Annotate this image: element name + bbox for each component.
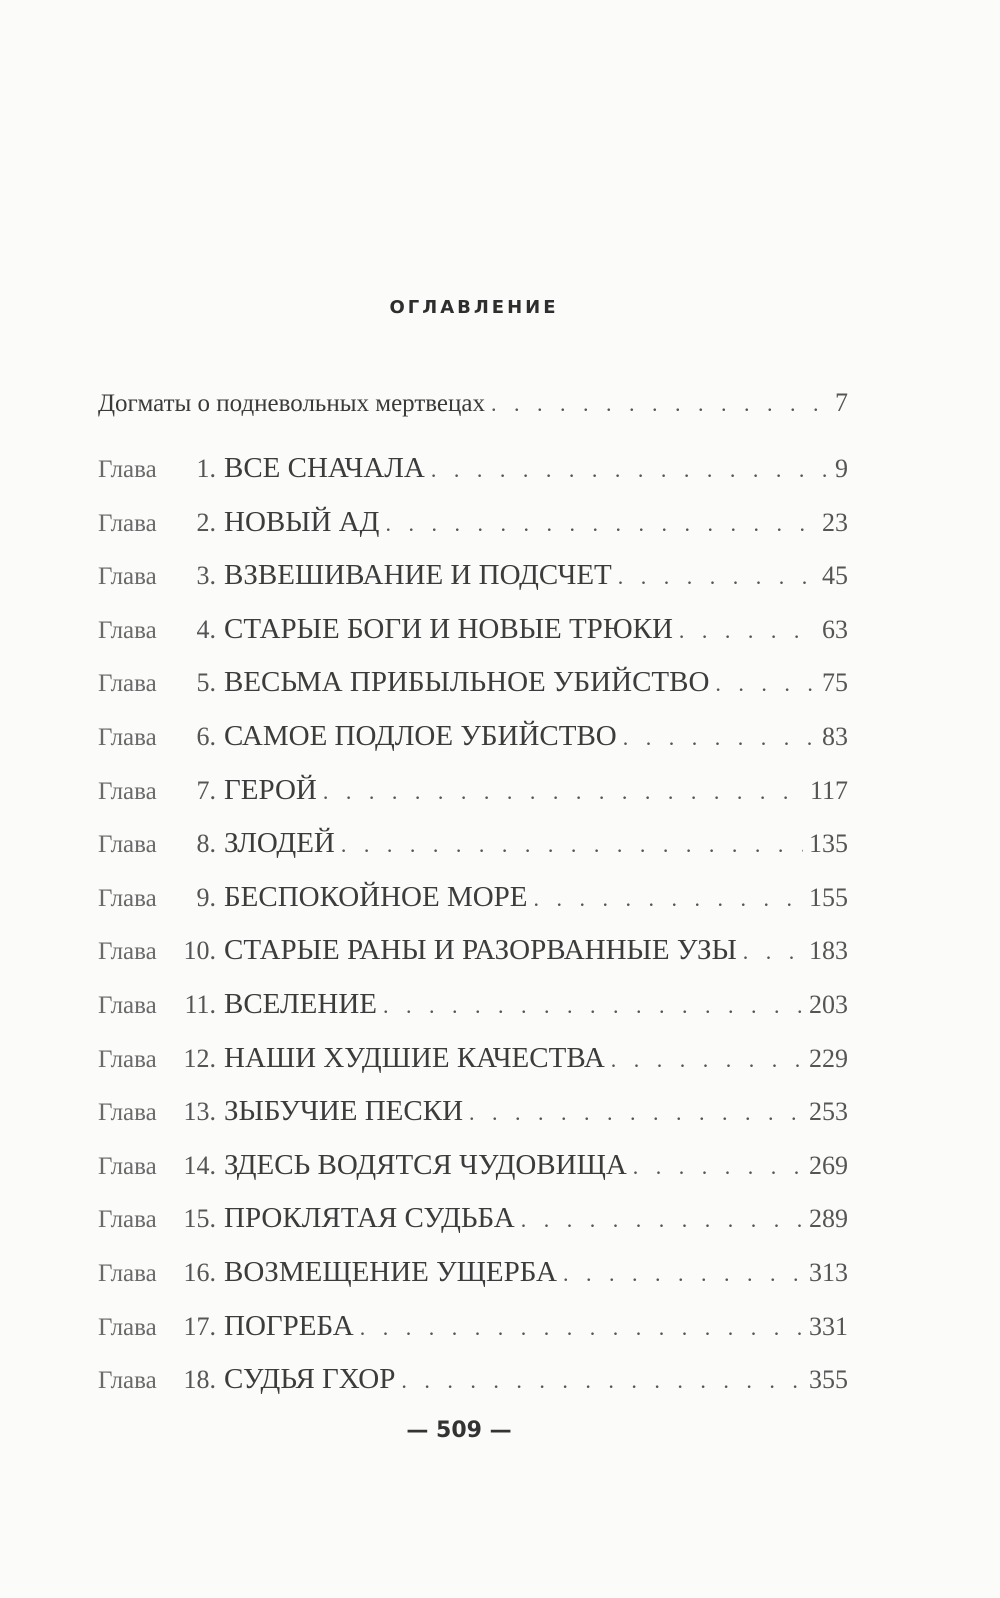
- chapter-word: Глава: [98, 991, 157, 1019]
- chapter-word: Глава: [98, 670, 157, 698]
- chapter-number: 7.: [196, 775, 216, 805]
- chapter-page: 355: [809, 1365, 848, 1395]
- table-of-contents: [98, 378, 848, 1407]
- chapter-number: 5.: [196, 668, 216, 698]
- chapter-title: ГЕРОЙ: [224, 773, 317, 806]
- chapter-page: 203: [809, 989, 848, 1019]
- chapter-title: ВОЗМЕЩЕНИЕ УЩЕРБА: [224, 1255, 557, 1288]
- chapter-page: 229: [809, 1043, 848, 1073]
- toc-entry: [98, 656, 848, 710]
- toc-entry-preface: [98, 378, 848, 442]
- chapter-number: 14.: [183, 1150, 216, 1180]
- chapter-number: 17.: [183, 1311, 216, 1341]
- leader-dots: [491, 379, 829, 429]
- chapter-title: СТАРЫЕ БОГИ И НОВЫЕ ТРЮКИ: [224, 612, 673, 645]
- chapter-label: [98, 442, 425, 497]
- chapter-label: [98, 1032, 605, 1087]
- leader-dots: [401, 1354, 803, 1408]
- chapter-word: Глава: [98, 831, 157, 859]
- chapter-page: 269: [809, 1150, 848, 1180]
- chapter-word: Глава: [98, 723, 157, 751]
- chapter-number: 12.: [183, 1043, 216, 1073]
- chapter-label: [98, 764, 317, 819]
- leader-dots: [341, 818, 803, 872]
- chapter-title: ПОГРЕБА: [224, 1309, 354, 1342]
- leader-dots: [521, 1193, 803, 1247]
- chapter-word: Глава: [98, 563, 157, 591]
- chapter-label: [98, 1353, 395, 1408]
- chapter-number: 18.: [183, 1365, 216, 1395]
- chapter-title: САМОЕ ПОДЛОЕ УБИЙСТВО: [224, 719, 617, 752]
- toc-entry: [98, 603, 848, 657]
- chapter-page: 23: [822, 507, 848, 537]
- chapter-page: 313: [809, 1257, 848, 1287]
- toc-entry: [98, 710, 848, 764]
- chapter-page: 75: [822, 668, 848, 698]
- leader-dots: [323, 765, 804, 819]
- chapter-label: [98, 656, 709, 711]
- leader-dots: [431, 443, 829, 497]
- leader-dots: [534, 872, 803, 926]
- toc-entry: [98, 496, 848, 550]
- page-title: оглавление: [389, 290, 559, 320]
- toc-entry: [98, 442, 848, 496]
- chapter-title: ВСЕЛЕНИЕ: [224, 987, 378, 1020]
- chapter-title: НАШИ ХУДШИЕ КАЧЕСТВА: [224, 1041, 605, 1074]
- chapter-word: Глава: [98, 938, 157, 966]
- chapter-title: НОВЫЙ АД: [224, 505, 380, 538]
- toc-entry: [98, 817, 848, 871]
- leader-dots: [715, 657, 816, 711]
- chapter-page: 253: [809, 1097, 848, 1127]
- chapter-number: 3.: [196, 561, 216, 591]
- chapter-label: [98, 1139, 627, 1194]
- chapter-number: 6.: [196, 721, 216, 751]
- leader-dots: [743, 925, 803, 979]
- toc-entry: [98, 1353, 848, 1407]
- chapter-page: 331: [809, 1311, 848, 1341]
- chapter-number: 1.: [196, 454, 216, 483]
- chapter-label: [98, 1085, 463, 1140]
- chapter-page: 155: [809, 882, 848, 912]
- chapter-label: [98, 710, 617, 765]
- toc-entry: [98, 1192, 848, 1246]
- chapter-label: [98, 1246, 557, 1301]
- toc-entry: [98, 924, 848, 978]
- chapter-word: Глава: [98, 1152, 157, 1180]
- chapter-word: Глава: [98, 1313, 157, 1341]
- leader-dots: [633, 1140, 803, 1194]
- toc-entry: [98, 764, 848, 818]
- preface-page: 7: [835, 388, 848, 417]
- toc-entry: [98, 1032, 848, 1086]
- leader-dots: [383, 979, 803, 1033]
- leader-dots: [360, 1301, 803, 1355]
- chapter-title: БЕСПОКОЙНОЕ МОРЕ: [224, 880, 528, 913]
- chapter-number: 15.: [183, 1204, 216, 1234]
- chapter-page: 117: [809, 775, 848, 805]
- chapter-label: [98, 549, 612, 604]
- leader-dots: [623, 711, 816, 765]
- chapter-page: 83: [822, 721, 848, 751]
- chapter-word: Глава: [98, 1206, 157, 1234]
- leader-dots: [469, 1086, 803, 1140]
- chapter-word: Глава: [98, 777, 157, 805]
- chapter-label: [98, 817, 335, 872]
- chapter-word: Глава: [98, 509, 157, 537]
- chapter-word: Глава: [98, 1259, 157, 1287]
- chapter-number: 2.: [196, 507, 216, 537]
- chapter-page: 63: [822, 614, 848, 644]
- toc-entry: [98, 871, 848, 925]
- toc-entry: [98, 1300, 848, 1354]
- chapter-number: 10.: [183, 936, 216, 966]
- chapter-label: [98, 1300, 354, 1355]
- leader-dots: [618, 550, 816, 604]
- chapter-title: ПРОКЛЯТАЯ СУДЬБА: [224, 1202, 515, 1235]
- leader-dots: [611, 1033, 803, 1087]
- chapter-number: 8.: [196, 829, 216, 859]
- chapter-title: ВСЕ СНАЧАЛА: [224, 452, 425, 484]
- chapter-word: Глава: [98, 884, 157, 912]
- chapter-number: 4.: [196, 614, 216, 644]
- chapter-title: СУДЬЯ ГХОР: [224, 1363, 396, 1396]
- leader-dots: [385, 497, 816, 551]
- chapter-label: [98, 496, 379, 551]
- chapter-title: ЗЛОДЕЙ: [224, 827, 335, 860]
- chapter-label: [98, 978, 377, 1033]
- chapter-label: [98, 871, 528, 926]
- chapter-title: ЗЫБУЧИЕ ПЕСКИ: [224, 1095, 464, 1128]
- chapter-page: 9: [835, 454, 848, 483]
- toc-entry: [98, 1246, 848, 1300]
- chapter-label: [98, 924, 737, 979]
- chapter-number: 9.: [196, 882, 216, 912]
- chapter-word: Глава: [98, 1367, 157, 1395]
- chapter-label: [98, 603, 673, 658]
- chapter-title: ВЕСЬМА ПРИБЫЛЬНОЕ УБИЙСТВО: [224, 666, 710, 699]
- preface-title: Догматы о подневольных мертвецах: [98, 390, 485, 417]
- chapter-page: 135: [809, 829, 848, 859]
- chapter-number: 16.: [183, 1257, 216, 1287]
- chapter-word: Глава: [98, 616, 157, 644]
- chapter-word: Глава: [98, 456, 157, 483]
- chapter-list: [98, 442, 848, 1407]
- toc-entry: [98, 549, 848, 603]
- chapter-label: [98, 1192, 515, 1247]
- chapter-page: 289: [809, 1204, 848, 1234]
- chapter-title: ЗДЕСЬ ВОДЯТСЯ ЧУДОВИЩА: [224, 1148, 627, 1181]
- chapter-number: 13.: [183, 1097, 216, 1127]
- chapter-word: Глава: [98, 1045, 157, 1073]
- chapter-page: 183: [809, 936, 848, 966]
- chapter-page: 45: [822, 561, 848, 591]
- chapter-word: Глава: [98, 1099, 157, 1127]
- chapter-title: ВЗВЕШИВАНИЕ И ПОДСЧЕТ: [224, 559, 612, 592]
- chapter-title: СТАРЫЕ РАНЫ И РАЗОРВАННЫЕ УЗЫ: [224, 934, 737, 967]
- leader-dots: [679, 604, 816, 658]
- chapter-number: 11.: [184, 989, 216, 1019]
- toc-entry: [98, 1139, 848, 1193]
- toc-entry: [98, 1085, 848, 1139]
- leader-dots: [563, 1247, 803, 1301]
- toc-entry: [98, 978, 848, 1032]
- page-number: — 509 —: [406, 1418, 512, 1443]
